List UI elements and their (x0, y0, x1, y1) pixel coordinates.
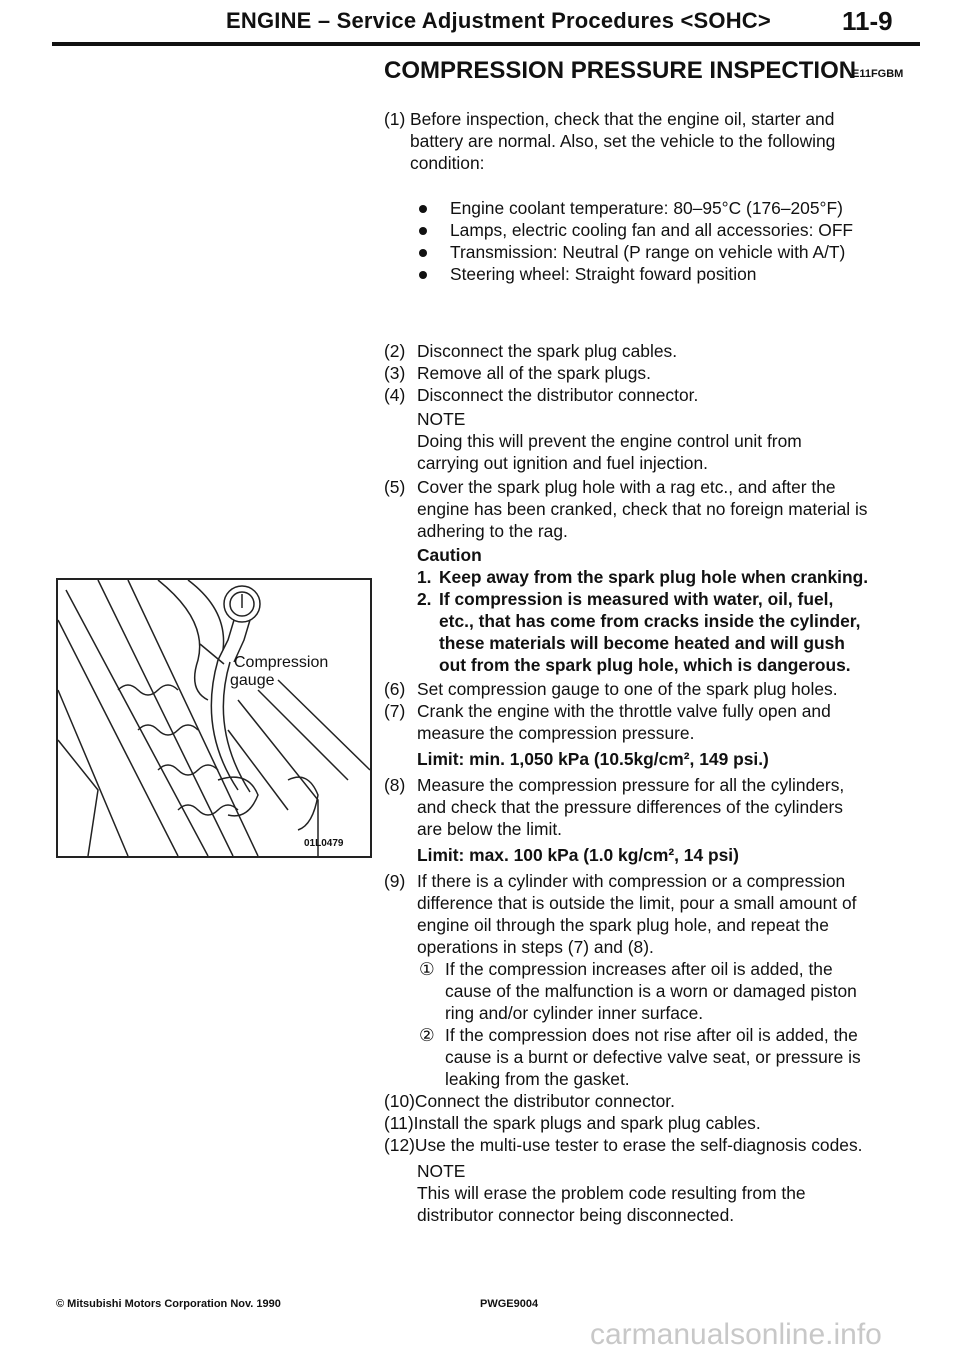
figure-label-line-1: Compression (234, 654, 329, 671)
step-12-text: (12)Use the multi-use tester to erase the self-diagnosis codes. (384, 1135, 863, 1155)
step-6-number: (6) (384, 679, 406, 699)
sub-1-line-3: ring and/or cylinder inner surface. (445, 1003, 704, 1023)
bullet-dot (419, 227, 427, 235)
note-line-2: distributor connector being disconnected. (417, 1205, 735, 1225)
figure-label-line-2: gauge (230, 672, 275, 689)
sub-2-line-3: leaking from the gasket. (445, 1069, 630, 1089)
figure-code: 01L0479 (304, 838, 344, 849)
step-4-number: (4) (384, 385, 406, 405)
sub-2-line-2: cause is a burnt or defective valve seat, or pressure is (445, 1047, 861, 1067)
bullet-dot (419, 249, 427, 257)
step-5-line-3: adhering to the rag. (417, 521, 568, 541)
header-title: ENGINE – Service Adjustment Procedures <SOHC> (226, 8, 771, 33)
step-3-text: Remove all of the spark plugs. (417, 363, 651, 383)
sub-1-line-2: cause of the malfunction is a worn or damaged piston (445, 981, 857, 1001)
sub-2-number: ② (419, 1025, 435, 1045)
condition-bullet-2: Lamps, electric cooling fan and all accessories: OFF (450, 220, 854, 240)
caution-1-text: Keep away from the spark plug hole when cranking. (439, 567, 869, 587)
watermark: carmanualsonline.info (590, 1318, 882, 1351)
limit-min: Limit: min. 1,050 kPa (10.5kg/cm², 149 psi.) (417, 749, 769, 769)
step-9-line-3: engine oil through the spark plug hole, and repeat the (417, 915, 829, 935)
caution-2-line-3: these materials will become heated and will gush (439, 633, 845, 653)
step-7-line-2: measure the compression pressure. (417, 723, 695, 743)
step-9-line-2: difference that is outside the limit, pour a small amount of (417, 893, 857, 913)
caution-label: Caution (417, 545, 482, 565)
step-2-number: (2) (384, 341, 406, 361)
condition-bullet-3: Transmission: Neutral (P range on vehicle with A/T) (450, 242, 846, 262)
engine-drawing (58, 580, 370, 856)
step-3-number: (3) (384, 363, 406, 383)
footer-copyright: © Mitsubishi Motors Corporation Nov. 1990 (56, 1298, 281, 1310)
condition-bullet-4: Steering wheel: Straight foward position (450, 264, 757, 284)
caution-2-number: 2. (417, 589, 432, 609)
note-label: NOTE (417, 409, 466, 429)
note-line-1: Doing this will prevent the engine control unit from (417, 431, 802, 451)
note-line-2: carrying out ignition and fuel injection. (417, 453, 708, 473)
step-6-text: Set compression gauge to one of the spark plug holes. (417, 679, 838, 699)
step-2-text: Disconnect the spark plug cables. (417, 341, 678, 361)
step-10-text: (10)Connect the distributor connector. (384, 1091, 675, 1111)
step-8-line-2: and check that the pressure differences of the cylinders (417, 797, 843, 817)
caution-2-line-4: out from the spark plug hole, which is dangerous. (439, 655, 851, 675)
sub-1-number: ① (419, 959, 435, 979)
step-1-line-1: Before inspection, check that the engine oil, starter and (410, 109, 835, 129)
step-11-text: (11)Install the spark plugs and spark plug cables. (384, 1113, 761, 1133)
step-7-line-1: Crank the engine with the throttle valve fully open and (417, 701, 831, 721)
step-9-number: (9) (384, 871, 406, 891)
step-9-line-1: If there is a cylinder with compression or a compression (417, 871, 846, 891)
sub-2-line-1: If the compression does not rise after oil is added, the (445, 1025, 858, 1045)
step-1-number: (1) (384, 109, 406, 129)
step-1-line-3: condition: (410, 153, 485, 173)
note-label: NOTE (417, 1161, 466, 1181)
step-8-number: (8) (384, 775, 406, 795)
note-line-1: This will erase the problem code resulting from the (417, 1183, 806, 1203)
step-8-line-3: are below the limit. (417, 819, 562, 839)
step-7-number: (7) (384, 701, 406, 721)
condition-bullet-1: Engine coolant temperature: 80–95°C (176–205°F) (450, 198, 843, 218)
caution-1-number: 1. (417, 567, 432, 587)
section-title: COMPRESSION PRESSURE INSPECTION (384, 57, 857, 84)
caution-2-line-2: etc., that has come from cracks inside the cylinder, (439, 611, 861, 631)
compression-gauge-illustration (56, 578, 372, 858)
step-5-line-2: engine has been cranked, check that no foreign material is (417, 499, 868, 519)
step-8-line-1: Measure the compression pressure for all the cylinders, (417, 775, 845, 795)
page-number: 11-9 (842, 6, 893, 36)
step-5-line-1: Cover the spark plug hole with a rag etc., and after the (417, 477, 836, 497)
bullet-dot (419, 205, 427, 213)
sub-1-line-1: If the compression increases after oil is added, the (445, 959, 833, 979)
step-4-text: Disconnect the distributor connector. (417, 385, 699, 405)
bullet-dot (419, 271, 427, 279)
caution-2-line-1: If compression is measured with water, oil, fuel, (439, 589, 834, 609)
section-code: E11FGBM (852, 68, 904, 80)
header-rule (52, 42, 920, 46)
step-1-line-2: battery are normal. Also, set the vehicle to the following (410, 131, 836, 151)
limit-max: Limit: max. 100 kPa (1.0 kg/cm², 14 psi) (417, 845, 739, 865)
step-5-number: (5) (384, 477, 406, 497)
step-9-line-4: operations in steps (7) and (8). (417, 937, 654, 957)
footer-doc-code: PWGE9004 (480, 1298, 539, 1310)
